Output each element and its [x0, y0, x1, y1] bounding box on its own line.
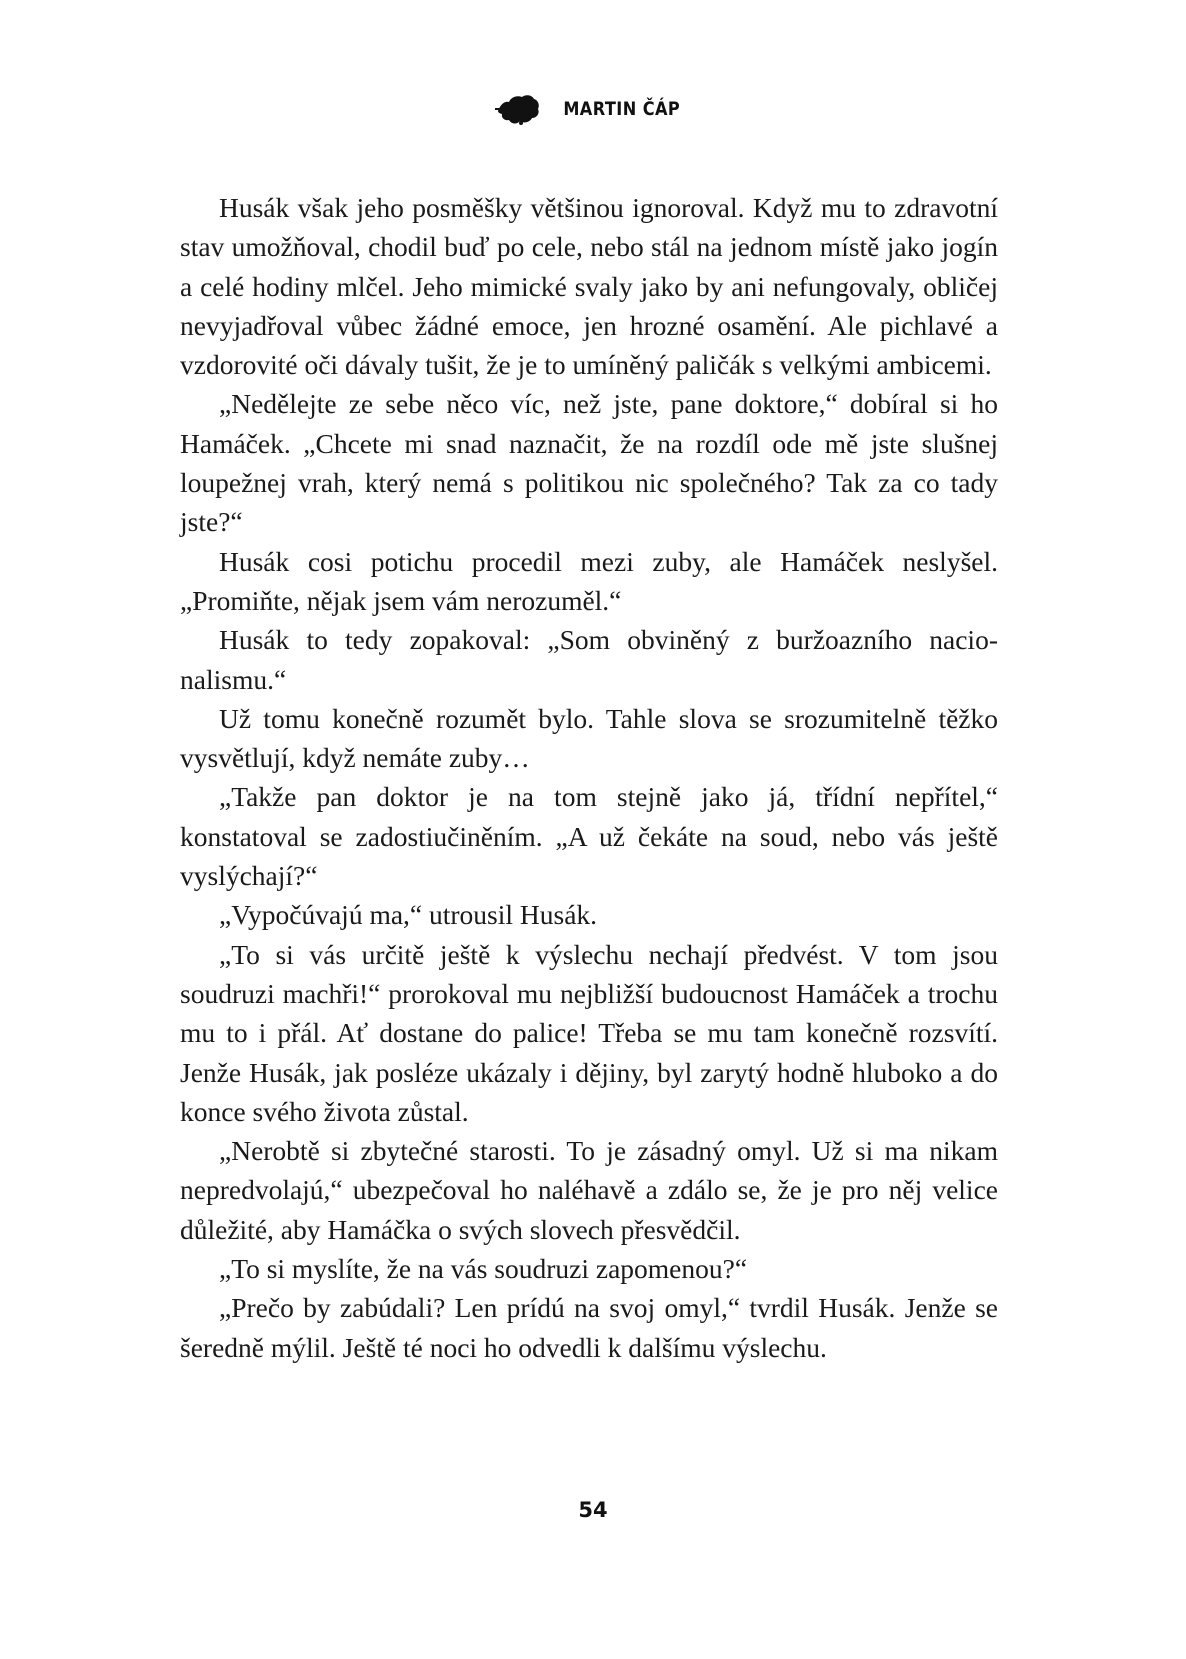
paragraph: Už tomu konečně rozumět bylo. Tahle slova se srozumitelně těžko vysvětlují, když nemáte zuby… [180, 702, 998, 774]
splat-icon [495, 92, 541, 126]
paragraph: „To si vás určitě ještě k výslechu nechají předvést. V tom jsou soudruzi machři!“ prorokoval mu nejbližší budoucnost Hamáček a trochu mu to i přál. Ať dostane do palice! Třeba se mu tam konečně rozsvítí. Jenže Husák, jak posléze ukázaly i dějiny, byl zarytý hodně hluboko a do konce svého života zůstal. [180, 938, 998, 1127]
page-number: 54 [578, 1498, 608, 1522]
paragraph: „Prečo by zabúdali? Len prídú na svoj omyl,“ tvrdil Husák. Jenže se šeredně mýlil. Ještě té noci ho odvedli k dalšímu výslechu. [180, 1292, 998, 1363]
paragraph: Husák cosi potichu procedil mezi zuby, ale Hamáček neslyšel. „Promiňte, nějak jsem vám nerozuměl.“ [180, 545, 998, 616]
paragraph: „Takže pan doktor je na tom stejně jako já, třídní nepřítel,“ konstatoval se zadostiučiněním. „A už čekáte na soud, nebo vás ještě vyslýchají?“ [180, 781, 998, 892]
running-head [0, 92, 1186, 126]
paragraph: „To si myslíte, že na vás soudruzi zapomenou?“ [219, 1253, 748, 1285]
body-text [180, 188, 998, 1367]
paragraph: „Nerobtě si zbytečné starosti. To je zásadný omyl. Už si ma nikam nepredvolajú,“ ubezpečoval ho naléhavě a zdálo se, že je pro něj velice důležité, aby Hamáčka o svých slovech přesvědčil. [180, 1135, 998, 1245]
paragraph: Husák však jeho posměšky většinou ignoroval. Když mu to zdravotní stav umožňoval, chodil buď po cele, nebo stál na jednom místě jako jogín a celé hodiny mlčel. Jeho mimické svaly jako by ani nefungovaly, obličej nevyjadřoval vůbec žádné emoce, jen hrozné osamění. Ale pichlavé a vzdorovité oči dávaly tušit, že je to umíněný paličák s velkými ambicemi. [180, 192, 998, 381]
running-head-author: MARTIN ČÁP [563, 98, 681, 120]
paragraph: „Nedělejte ze sebe něco víc, než jste, pane doktore,“ dobíral si ho Hamáček. „Chcete mi snad naznačit, že na rozdíl ode mě jste slušnej loupežnej vrah, který nemá s politikou nic společného? Tak za co tady jste?“ [180, 388, 998, 538]
paragraph: Husák to tedy zopakoval: „Som obviněný z buržoazního nacionalismu.“ [180, 624, 998, 695]
paragraph: „Vypočúvajú ma,“ utrousil Husák. [219, 899, 598, 931]
